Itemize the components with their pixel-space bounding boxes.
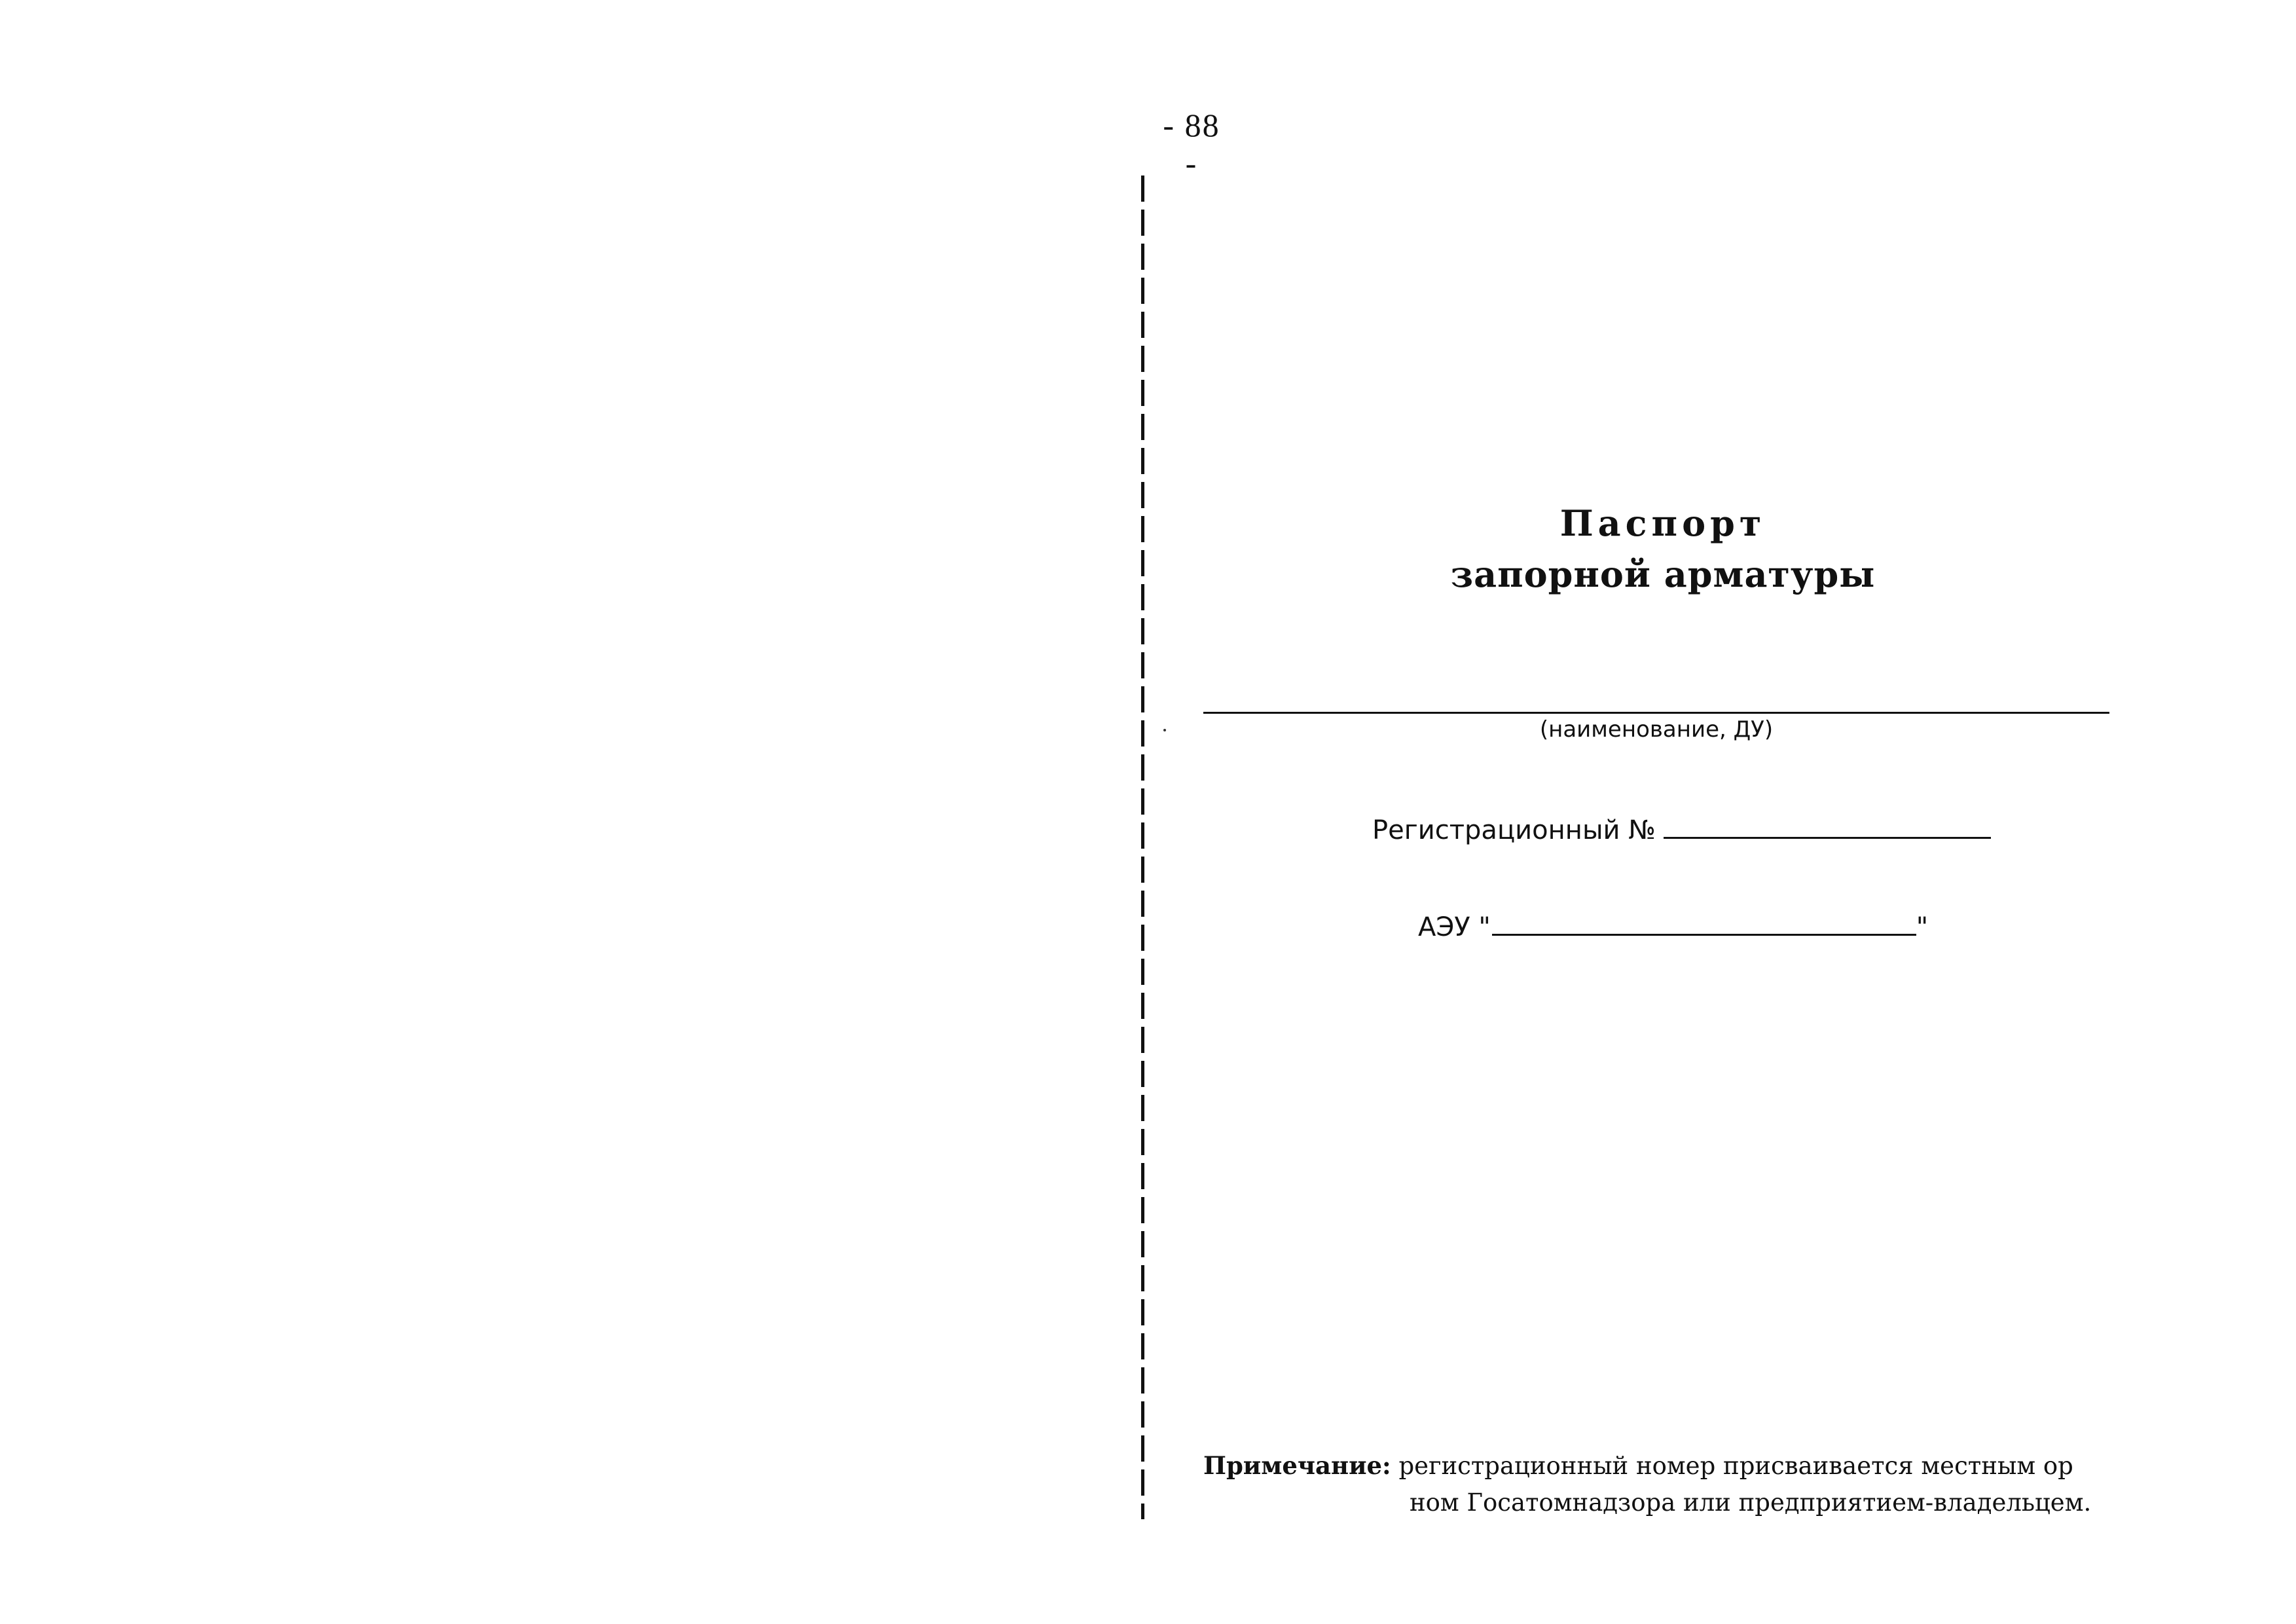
registration-number-row	[1372, 817, 1991, 843]
title-line-valve: запорной арматуры	[1450, 553, 1876, 595]
scan-speck	[1163, 729, 1166, 731]
aeu-closing-quote: "	[1916, 912, 1929, 942]
registration-blank-line	[1664, 833, 1991, 839]
footnote	[1203, 1447, 2113, 1521]
aeu-row	[1418, 914, 1928, 940]
aeu-blank-line	[1492, 930, 1916, 936]
dashed-cut-line	[1141, 175, 1144, 1519]
note-line-2: ном Госатомнадзора или предприятием-владельцем.	[1410, 1488, 2092, 1517]
aeu-label: АЭУ "	[1418, 912, 1491, 942]
name-caption: (наименование, ДУ)	[1539, 716, 1774, 743]
title-line-passport: Паспорт	[1559, 502, 1766, 544]
document-title	[1205, 498, 2121, 600]
note-line-1: регистрационный номер присваивается местным ор	[1398, 1452, 2073, 1480]
page-number: - 88 -	[1163, 107, 1220, 181]
name-fill-line	[1203, 712, 2109, 714]
registration-label: Регистрационный №	[1372, 815, 1656, 845]
note-label: Примечание:	[1203, 1451, 1391, 1480]
